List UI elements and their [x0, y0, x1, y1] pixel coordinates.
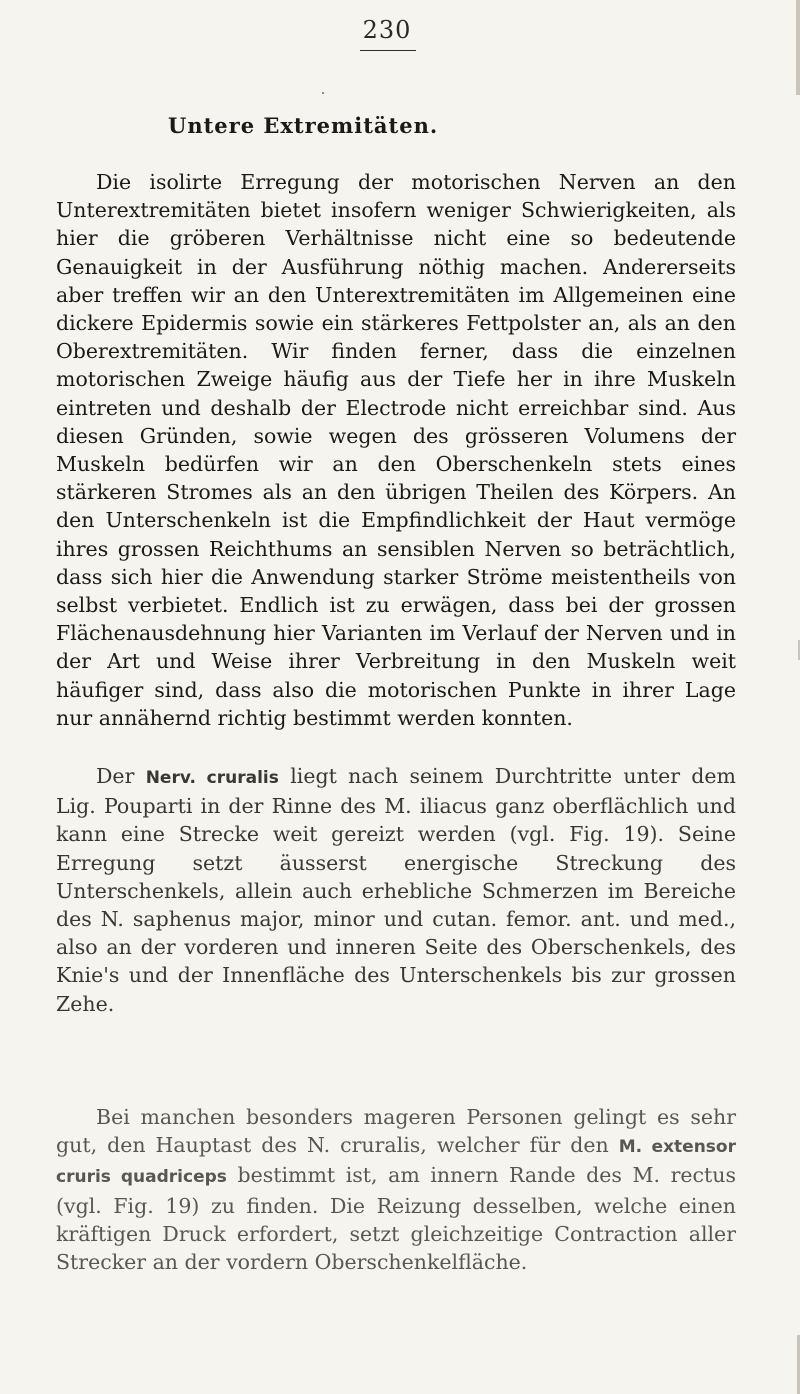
nerve-term: Nerv. cruralis	[145, 768, 279, 788]
paragraph-lead: Bei manchen besonders mageren Personen gelingt es sehr gut, den Hauptast des N. cruralis, welcher für den	[56, 1105, 736, 1158]
page-edge-shadow	[796, 0, 800, 95]
page-number: 230	[362, 16, 412, 44]
print-speck	[322, 92, 324, 94]
paragraph-intro	[56, 168, 736, 732]
page-number-underline	[360, 50, 416, 51]
paragraph-nerv-cruralis	[56, 762, 736, 1018]
paragraph-intro-text: Die isolirte Erregung der motorischen Nerven an den Unterextremitäten bietet insofern weniger Schwierigkeiten, als hier die gröberen Verhältnisse nicht eine so bedeutende Genauigkeit in der Ausführung nöthig machen. Andererseits aber treffen wir an den Unterextremitäten im Allgemeinen eine dickere Epidermis sowie ein stärkeres Fettpolster an, als an den Oberextremitäten. Wir finden ferner, dass die einzelnen motorischen Zweige häufig aus der Tiefe her in ihre Muskeln eintreten und deshalb der Electrode nicht erreichbar sind. Aus diesen Gründen, sowie wegen des grösseren Volumens der Muskeln bedürfen wir an den Oberschenkeln stets eines stärkeren Stromes als an den übrigen Theilen des Körpers. An den Unterschenkeln ist die Empfindlichkeit der Haut vermöge ihres grossen Reichthums an sensiblen Nerven so beträchtlich, dass sich hier die Anwendung starker Ströme meistentheils von selbst verbietet. Endlich ist zu erwägen, dass bei der grossen Flächenausdehnung hier Varianten im Verlauf der Nerven und in der Art und Weise ihrer Verbreitung in den Muskeln weit häufiger sind, dass also die motorischen Punkte in ihrer Lage nur annähernd richtig bestimmt werden konnten.	[56, 170, 736, 730]
paragraph-body: liegt nach seinem Durchtritte unter dem Lig. Pouparti in der Rinne des M. iliacus ganz oberflächlich und kann eine Strecke weit gereizt werden (vgl. Fig. 19). Seine Erregung setzt äusserst energische Streckung des Unterschenkels, allein auch erhebliche Schmerzen im Bereiche des N. saphenus major, minor und cutan. femor. ant. und med., also an der vorderen und inneren Seite des Oberschenkels, des Knie's und der Innenfläche des Unterschenkels bis zur grossen Zehe.	[56, 764, 737, 1016]
paragraph-lead: Der	[96, 764, 135, 788]
section-heading: Untere Extremitäten.	[168, 113, 439, 138]
paragraph-body: bestimmt ist, am innern Rande des M. rectus (vgl. Fig. 19) zu finden. Die Reizung desselben, welche einen kräftigen Druck erfordert, setzt gleichzeitige Contraction aller Strecker an der vordern Oberschenkelfläche.	[56, 1163, 736, 1275]
paragraph-extensor	[56, 1103, 736, 1276]
muscle-term: M. extensor cruris quadriceps	[56, 1137, 736, 1188]
